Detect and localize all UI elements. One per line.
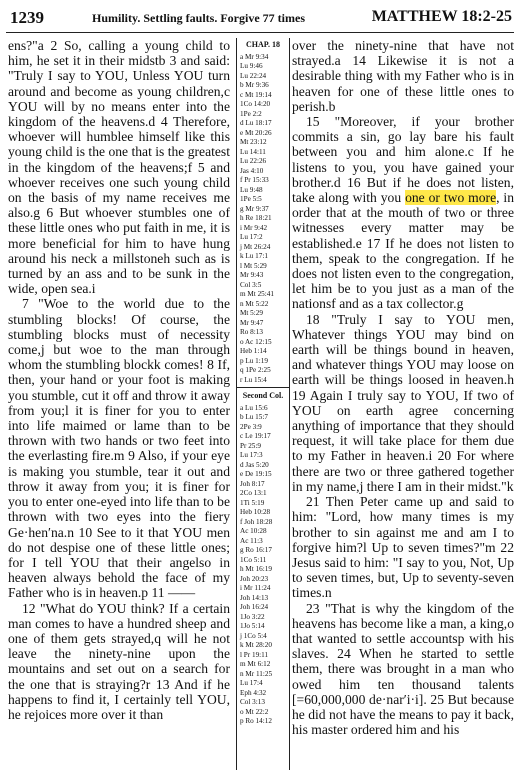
page-header: [6, 6, 514, 33]
cross-reference-entry: Heb 10:28: [240, 508, 271, 516]
cross-reference-entry: l Mt 5:29: [240, 261, 267, 270]
left-text-column: [8, 38, 230, 722]
cross-reference-entry: d Lu 18:17: [240, 119, 272, 127]
text-after-highlight: , in order that at the mouth of two or three witnesses every matter may be established.e 17 If he does not listen to them, speak to the congregation. If he does not listen even to the congregation, let him be to you just as a man of the nationsf and as a tax collector.g: [292, 190, 514, 312]
cross-reference-entry: b Mr 9:36: [240, 81, 269, 89]
cross-reference-entry: a Lu 15:6: [240, 403, 268, 412]
cross-reference-entry: l Pr 19:11: [240, 650, 269, 659]
cross-reference-entry: k Lu 17:1: [240, 252, 268, 260]
cross-reference-entry: Eph 4:32: [240, 688, 267, 697]
right-paragraph-3: 18 "Truly I say to YOU men, Whatever things YOU may bind on earth will be things bound in heaven, and whatever things YOU may loose on earth will be things loosed in heaven.h 19 Again I truly say to YOU, If two of YOU on earth agree concerning anything of importance that they should request, it will take place for them due to my Father in heaven.i 20 For where there are two or three gathered together in my name,j there I am in their midst."k: [292, 311, 514, 494]
cross-reference-entry: 1Co 14:20: [240, 100, 271, 108]
cross-reference-entry: d Jas 5:20: [240, 460, 269, 469]
cross-reference-entry: Lu 17:3: [240, 451, 263, 459]
cross-reference-entry: 2Co 13:1: [240, 489, 267, 497]
cross-reference-entry: p Ro 14:12: [240, 717, 272, 725]
cross-reference-entry: Lu 9:48: [240, 185, 263, 194]
cross-reference-entry: f Joh 18:28: [240, 517, 273, 526]
cross-reference-entry: Jas 4:10: [240, 166, 264, 175]
cross-reference-entry: Joh 8:17: [240, 479, 265, 488]
cross-reference-entry: Ac 10:28: [240, 527, 267, 535]
cross-reference-entry: Mr 9:43: [240, 271, 264, 279]
cross-reference-list-second: [237, 404, 289, 727]
right-paragraph-1: over the ninety-nine that have not strayed.a 14 Likewise it is not a desirable thing with my Father who is in heaven for one of these little ones to perish.b: [292, 38, 514, 114]
text-before-highlight: 15 "Moreover, if your brother commits a sin, go lay bare his fault between you and him alone.c If he listens to you, you have gained your brother.d 16 But if he does not listen, take along with you: [292, 114, 514, 206]
chapter-reference: MATTHEW 18:2-25: [371, 8, 512, 25]
cross-reference-entry: Col 3:13: [240, 698, 265, 706]
cross-reference-entry: i Mr 9:42: [240, 223, 268, 232]
cross-reference-entry: p Lu 1:19: [240, 356, 268, 365]
cross-reference-entry: Pr 25:9: [240, 441, 261, 450]
cross-reference-entry: Ro 8:13: [240, 328, 263, 336]
cross-reference-list-first: [237, 53, 289, 386]
right-paragraph-5: 23 "That is why the kingdom of the heavens has become like a man, a king,o that wanted to settle accountsp with his slaves. 24 When he started to settle them, there was brought in a man who owed him ten thousand talents [=60,000,000 de·nar′i·i]. 25 But because he did not have the means to pay it back, his master ordered him and his: [292, 600, 514, 738]
cross-reference-entry: Mt 23:12: [240, 138, 267, 146]
cross-reference-entry: n Mr 11:25: [240, 669, 273, 678]
cross-reference-entry: Ac 11:3: [240, 536, 263, 545]
right-paragraph-2: [292, 114, 514, 312]
cross-reference-entry: 1Jo 5:14: [240, 622, 265, 630]
cross-reference-entry: Lu 9:46: [240, 62, 263, 70]
cross-reference-entry: a Mr 9:34: [240, 52, 269, 61]
cross-reference-entry: j 1Co 5:4: [240, 631, 267, 640]
cross-reference-entry: r Lu 15:4: [240, 375, 267, 384]
left-paragraph-2: 7 "Woe to the world due to the stumbling blocks! Of course, the stumbling blocks must of necessity come,j but woe to the man through whom the stumbling blockk comes! 8 If, then, your hand or your foot is making you stumble, cut it off and throw it away from you;l it is finer for you to enter into life maimed or lame than to be thrown with two hands or two feet into the everlasting fire.m 9 Also, if your eye is making you stumble, tear it out and throw it away from you; it is finer for you to enter one-eyed into life than to be thrown with two eyes into the fiery Ge·hen′na.n 10 See to it that YOU men do not despise one of these little ones; for I tell YOU that their angelso in heaven always behold the face of my Father who is in heaven.p 11 ——: [8, 296, 230, 601]
cross-reference-entry: n Mt 5:22: [240, 299, 269, 308]
cross-reference-entry: m Mt 6:12: [240, 660, 271, 668]
cross-reference-column: [236, 38, 290, 770]
cross-reference-entry: Lu 22:24: [240, 71, 267, 80]
cross-reference-entry: 2Pe 3:9: [240, 422, 262, 431]
cross-reference-entry: 1Pe 2:2: [240, 109, 262, 118]
right-paragraph-4: 21 Then Peter came up and said to him: "Lord, how many times is my brother to sin against me and am I to forgive him?l Up to seven times?"m 22 Jesus said to him: "I say to you, Not, Up to seven times, but, Up to seventy-seven times.n: [292, 494, 514, 601]
cross-reference-entry: Joh 16:24: [240, 603, 269, 611]
cross-reference-entry: c Le 19:17: [240, 432, 271, 440]
cross-reference-entry: Mr 9:47: [240, 318, 264, 327]
left-paragraph-3: 12 "What do YOU think? If a certain man comes to have a hundred sheep and one of them gets strayed,q will he not leave the ninety-nine upon the mountains and set out on a search for the one that is straying?r 13 And if he happens to find it, I certainly tell YOU, he rejoices more over it than: [8, 600, 230, 722]
cross-reference-entry: Lu 17:4: [240, 679, 263, 687]
cross-reference-entry: h Re 18:21: [240, 214, 272, 222]
cross-reference-entry: g Ro 16:17: [240, 546, 272, 554]
cross-reference-entry: q 1Pe 2:25: [240, 366, 271, 374]
page-title: Humility. Settling faults. Forgive 77 times: [92, 11, 305, 25]
cross-reference-entry: Heb 1:14: [240, 347, 267, 355]
cross-reference-entry: k Mt 28:20: [240, 641, 272, 649]
page-number: 1239: [10, 8, 44, 27]
chapter-heading: CHAP. 18: [246, 40, 280, 49]
cross-reference-entry: Mt 5:29: [240, 309, 263, 317]
cross-reference-entry: 1Jo 3:22: [240, 612, 265, 621]
cross-reference-entry: e Mt 20:26: [240, 128, 272, 137]
cross-reference-entry: h Mt 16:19: [240, 565, 272, 573]
cross-reference-entry: c Mt 19:14: [240, 90, 272, 99]
cross-reference-entry: Joh 20:23: [240, 574, 269, 583]
cross-reference-entry: o Ac 12:15: [240, 337, 272, 346]
cross-reference-entry: Joh 14:13: [240, 593, 269, 602]
cross-reference-entry: j Mt 26:24: [240, 242, 271, 251]
cross-reference-entry: e De 19:15: [240, 470, 272, 478]
cross-reference-entry: m Mt 25:41: [240, 290, 274, 298]
right-text-column: [292, 38, 514, 737]
highlighted-text[interactable]: one or two more: [405, 190, 497, 206]
cross-reference-entry: Col 3:5: [240, 280, 262, 289]
cross-reference-entry: Lu 14:11: [240, 147, 266, 156]
left-paragraph-1: ens?"a 2 So, calling a young child to him, he set it in their midstb 3 and said: "Truly I say to YOU, Unless YOU turn around and become as young children,c YOU will by no means enter into the kingdom of the heavens.d 4 Therefore, whoever will humblee himself like this young child is the one that is the greatest in the kingdom of the heavens;f 5 and whoever receives one such young child on the basis of my name receives me also.g 6 But whoever stumbles one of these little ones who put faith in me, it is more beneficial for him to have hung around his neck a millstoneh such as is turned by an ass and to be sunk in the wide, open sea.i: [8, 38, 230, 297]
cross-reference-entry: o Mt 22:2: [240, 707, 269, 716]
second-column-heading: Second Col.: [237, 387, 289, 404]
cross-reference-entry: 1Ti 5:19: [240, 498, 265, 507]
cross-reference-entry: 1Pe 5:5: [240, 195, 262, 203]
cross-reference-entry: Lu 22:26: [240, 157, 267, 165]
cross-reference-entry: Lu 17:2: [240, 233, 263, 241]
cross-reference-entry: f Pr 15:33: [240, 176, 269, 184]
cross-reference-entry: g Mr 9:37: [240, 204, 269, 213]
cross-reference-entry: b Lu 15:7: [240, 413, 268, 421]
cross-reference-entry: 1Co 5:11: [240, 555, 267, 564]
cross-reference-entry: i Mr 11:24: [240, 584, 271, 592]
